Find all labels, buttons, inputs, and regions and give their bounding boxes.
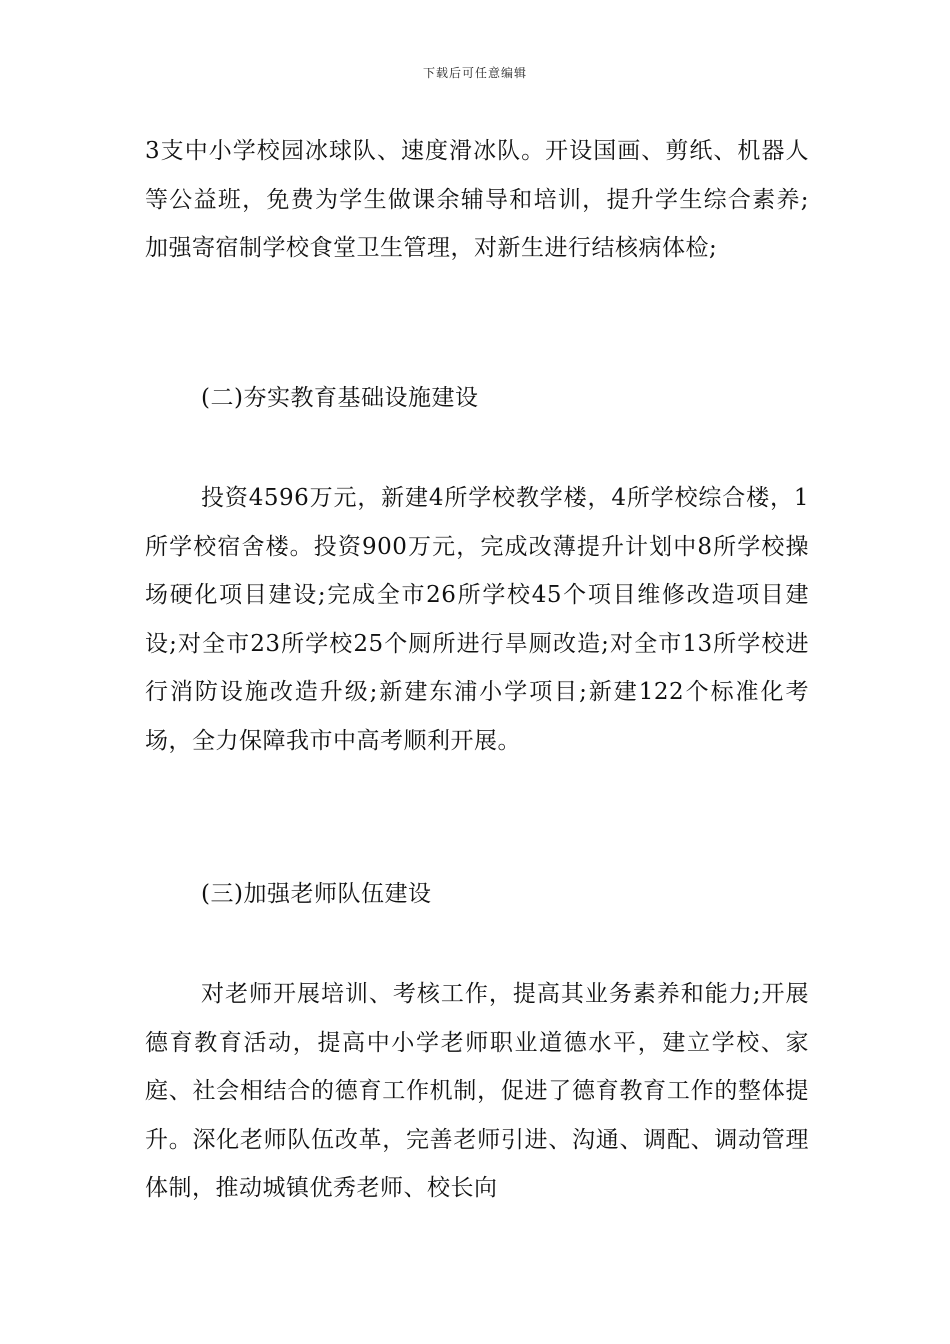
section-heading-3: (三)加强老师队伍建设: [201, 881, 432, 907]
page-header: 下载后可任意编辑: [422, 66, 527, 80]
section-heading-2: (二)夯实教育基础设施建设: [201, 385, 479, 411]
section-paragraph-3: 对老师开展培训、考核工作，提高其业务素养和能力;开展德育教育活动，提高中小学老师职业道德水平，建立学校、家庭、社会相结合的德育工作机制，促进了德育教育工作的整体提升。深化老师队伍改革，完善老师引进、沟通、调配、调动管理体制，推动城镇优秀老师、校长向: [145, 981, 809, 1201]
section-paragraph-2: 投资4596万元，新建4所学校教学楼，4所学校综合楼，1所学校宿舍楼。投资900万元，完成改薄提升计划中8所学校操场硬化项目建设;完成全市26所学校45个项目维修改造项目建设;对全市23所学校25个厕所进行旱厕改造;对全市13所学校进行消防设施改造升级;新建东浦小学项目;新建122个标准化考场，全力保障我市中高考顺利开展。: [145, 485, 809, 754]
continuation-paragraph: 3支中小学校园冰球队、速度滑冰队。开设国画、剪纸、机器人等公益班，免费为学生做课余辅导和培训，提升学生综合素养;加强寄宿制学校食堂卫生管理，对新生进行结核病体检;: [145, 138, 809, 261]
